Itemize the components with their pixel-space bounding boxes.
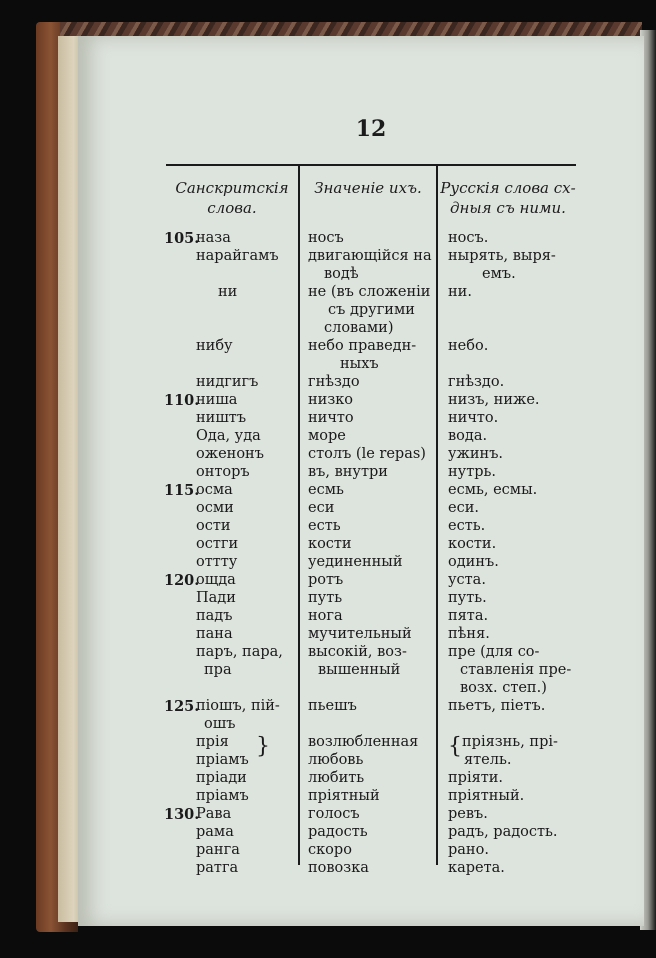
table-row [78, 356, 644, 374]
russian-word: пьетъ, піетъ. [448, 698, 546, 714]
table-row [78, 338, 644, 356]
sanskrit-word: ости [196, 518, 231, 534]
russian-word: пріятный. [448, 788, 525, 804]
table-row [78, 626, 644, 644]
meaning: повозка [308, 860, 369, 876]
sanskrit-word: пріамъ [196, 788, 249, 804]
russian-word: низъ, ниже. [448, 392, 540, 408]
table-top-rule [166, 164, 576, 166]
entry-number: 130. [164, 806, 200, 823]
russian-word: емъ. [482, 266, 516, 282]
meaning: пріятный [308, 788, 380, 804]
table-row [78, 392, 644, 410]
table-row [78, 806, 644, 824]
meaning: гнѣздо [308, 374, 360, 390]
russian-word: ничто. [448, 410, 499, 426]
table-row [78, 824, 644, 842]
table-row [78, 752, 644, 770]
russian-word: еси. [448, 500, 479, 516]
meaning: ныхъ [340, 356, 379, 372]
page-number: 12 [355, 116, 387, 142]
meaning: столъ (le repas) [308, 446, 426, 462]
meaning: любовь [308, 752, 364, 768]
sanskrit-word: Рава [196, 806, 232, 822]
meaning: еси [308, 500, 335, 516]
russian-word: ни. [448, 284, 472, 300]
sanskrit-word: осми [196, 500, 234, 516]
table-row [78, 320, 644, 338]
sanskrit-word: піошъ, пій- [196, 698, 280, 714]
table-row [78, 302, 644, 320]
sanskrit-word: нибу [196, 338, 233, 354]
russian-word: путь. [448, 590, 487, 606]
sanskrit-word: падъ [196, 608, 233, 624]
russian-word: небо. [448, 338, 489, 354]
brace-glyph: } [256, 734, 270, 759]
sanskrit-word: онторъ [196, 464, 250, 480]
page [78, 36, 644, 926]
sanskrit-word: пана [196, 626, 233, 642]
entry-number: 115. [164, 482, 200, 499]
meaning: не (въ сложеніи [308, 284, 431, 300]
meaning: возлюбленная [308, 734, 419, 750]
header-russian [438, 178, 578, 218]
table-row [78, 266, 644, 284]
meaning: въ, внутри [308, 464, 388, 480]
sanskrit-word: Ода, уда [196, 428, 261, 444]
russian-word: пріязнь, прі- [462, 734, 558, 750]
russian-word: рано. [448, 842, 489, 858]
sanskrit-word: прія [196, 734, 229, 750]
entry-number: 125. [164, 698, 200, 715]
meaning: водѣ [324, 266, 359, 282]
sanskrit-word: пра [204, 662, 232, 678]
sanskrit-word: нарайгамъ [196, 248, 279, 264]
meaning: кости [308, 536, 352, 552]
meaning: двигающійся на [308, 248, 432, 264]
sanskrit-word: ништъ [196, 410, 247, 426]
table-row [78, 572, 644, 590]
table-row [78, 500, 644, 518]
table-row [78, 788, 644, 806]
russian-word: ставленія пре- [460, 662, 572, 678]
sanskrit-word: ниша [196, 392, 238, 408]
russian-word: уста. [448, 572, 486, 588]
table-row [78, 770, 644, 788]
table-row [78, 518, 644, 536]
meaning: носъ [308, 230, 344, 246]
table-row [78, 554, 644, 572]
table-row [78, 446, 644, 464]
meaning: голосъ [308, 806, 360, 822]
meaning: есть [308, 518, 341, 534]
table-row [78, 644, 644, 662]
russian-word: есть. [448, 518, 486, 534]
sanskrit-word: ранга [196, 842, 240, 858]
table-row [78, 608, 644, 626]
meaning: нога [308, 608, 343, 624]
table-row [78, 680, 644, 698]
russian-word: ужинъ. [448, 446, 504, 462]
sanskrit-word: пріамъ [196, 752, 249, 768]
russian-word: ятель. [464, 752, 512, 768]
sanskrit-word: оженонъ [196, 446, 264, 462]
meaning: уединенный [308, 554, 403, 570]
sanskrit-word: ощда [196, 572, 236, 588]
table-row [78, 590, 644, 608]
russian-word: ревъ. [448, 806, 488, 822]
meaning: низко [308, 392, 354, 408]
russian-word: пѣня. [448, 626, 490, 642]
table-row [78, 248, 644, 266]
meaning: есмь [308, 482, 344, 498]
meaning: радость [308, 824, 368, 840]
header-meaning: Значеніе ихъ. [314, 179, 422, 197]
table-row [78, 716, 644, 734]
meaning: небо праведн- [308, 338, 417, 354]
russian-word: нырять, выря- [448, 248, 556, 264]
sanskrit-word: оттту [196, 554, 238, 570]
meaning: ничто [308, 410, 354, 426]
russian-word: радъ, радость. [448, 824, 558, 840]
table-row [78, 842, 644, 860]
table-row [78, 284, 644, 302]
meaning: мучительный [308, 626, 412, 642]
meaning: любить [308, 770, 365, 786]
sanskrit-word: пріади [196, 770, 247, 786]
entry-number: 120. [164, 572, 200, 589]
russian-word: кости. [448, 536, 497, 552]
brace-glyph: { [448, 734, 462, 759]
meaning: море [308, 428, 346, 444]
sanskrit-word: наза [196, 230, 231, 246]
meaning: высокій, воз- [308, 644, 407, 660]
entry-number: 110. [164, 392, 200, 409]
russian-word: носъ. [448, 230, 489, 246]
sanskrit-word: ратга [196, 860, 239, 876]
sanskrit-word: паръ, пара, [196, 644, 283, 660]
entry-number: 105. [164, 230, 200, 247]
header-sanskrit [170, 178, 294, 218]
table-row [78, 374, 644, 392]
table-row [78, 536, 644, 554]
table-row [78, 860, 644, 878]
header-russian-line1: Русскія слова сх- [440, 179, 576, 197]
sanskrit-word: ни [218, 284, 238, 300]
russian-word: одинъ. [448, 554, 499, 570]
header-sanskrit-line1: Санскритскія [175, 179, 289, 197]
meaning: путь [308, 590, 343, 606]
russian-word: пріяти. [448, 770, 504, 786]
russian-word: гнѣздо. [448, 374, 505, 390]
russian-word: нутрь. [448, 464, 497, 480]
russian-word: пре (для со- [448, 644, 540, 660]
table-row [78, 482, 644, 500]
russian-word: пята. [448, 608, 489, 624]
meaning: ротъ [308, 572, 344, 588]
meaning: пьешъ [308, 698, 357, 714]
russian-word: вода. [448, 428, 488, 444]
sanskrit-word: ошъ [204, 716, 236, 732]
word-table [78, 230, 644, 878]
table-row [78, 410, 644, 428]
sanskrit-word: нидгигъ [196, 374, 259, 390]
sanskrit-word: рама [196, 824, 234, 840]
meaning: скоро [308, 842, 352, 858]
header-russian-line2: дныя съ ними. [450, 199, 566, 217]
sanskrit-word: осма [196, 482, 233, 498]
russian-word: возх. степ.) [460, 680, 547, 696]
sanskrit-word: остги [196, 536, 239, 552]
table-row [78, 734, 644, 759]
meaning: вышенный [318, 662, 401, 678]
russian-word: карета. [448, 860, 505, 876]
meaning: съ другими [328, 302, 415, 318]
header-sanskrit-line2: слова. [207, 199, 257, 217]
table-row [78, 230, 644, 248]
russian-word: есмь, есмы. [448, 482, 538, 498]
table-row [78, 662, 644, 680]
sanskrit-word: Пади [196, 590, 236, 606]
meaning: словами) [324, 320, 394, 336]
table-row [78, 464, 644, 482]
table-row [78, 428, 644, 446]
table-row [78, 698, 644, 716]
